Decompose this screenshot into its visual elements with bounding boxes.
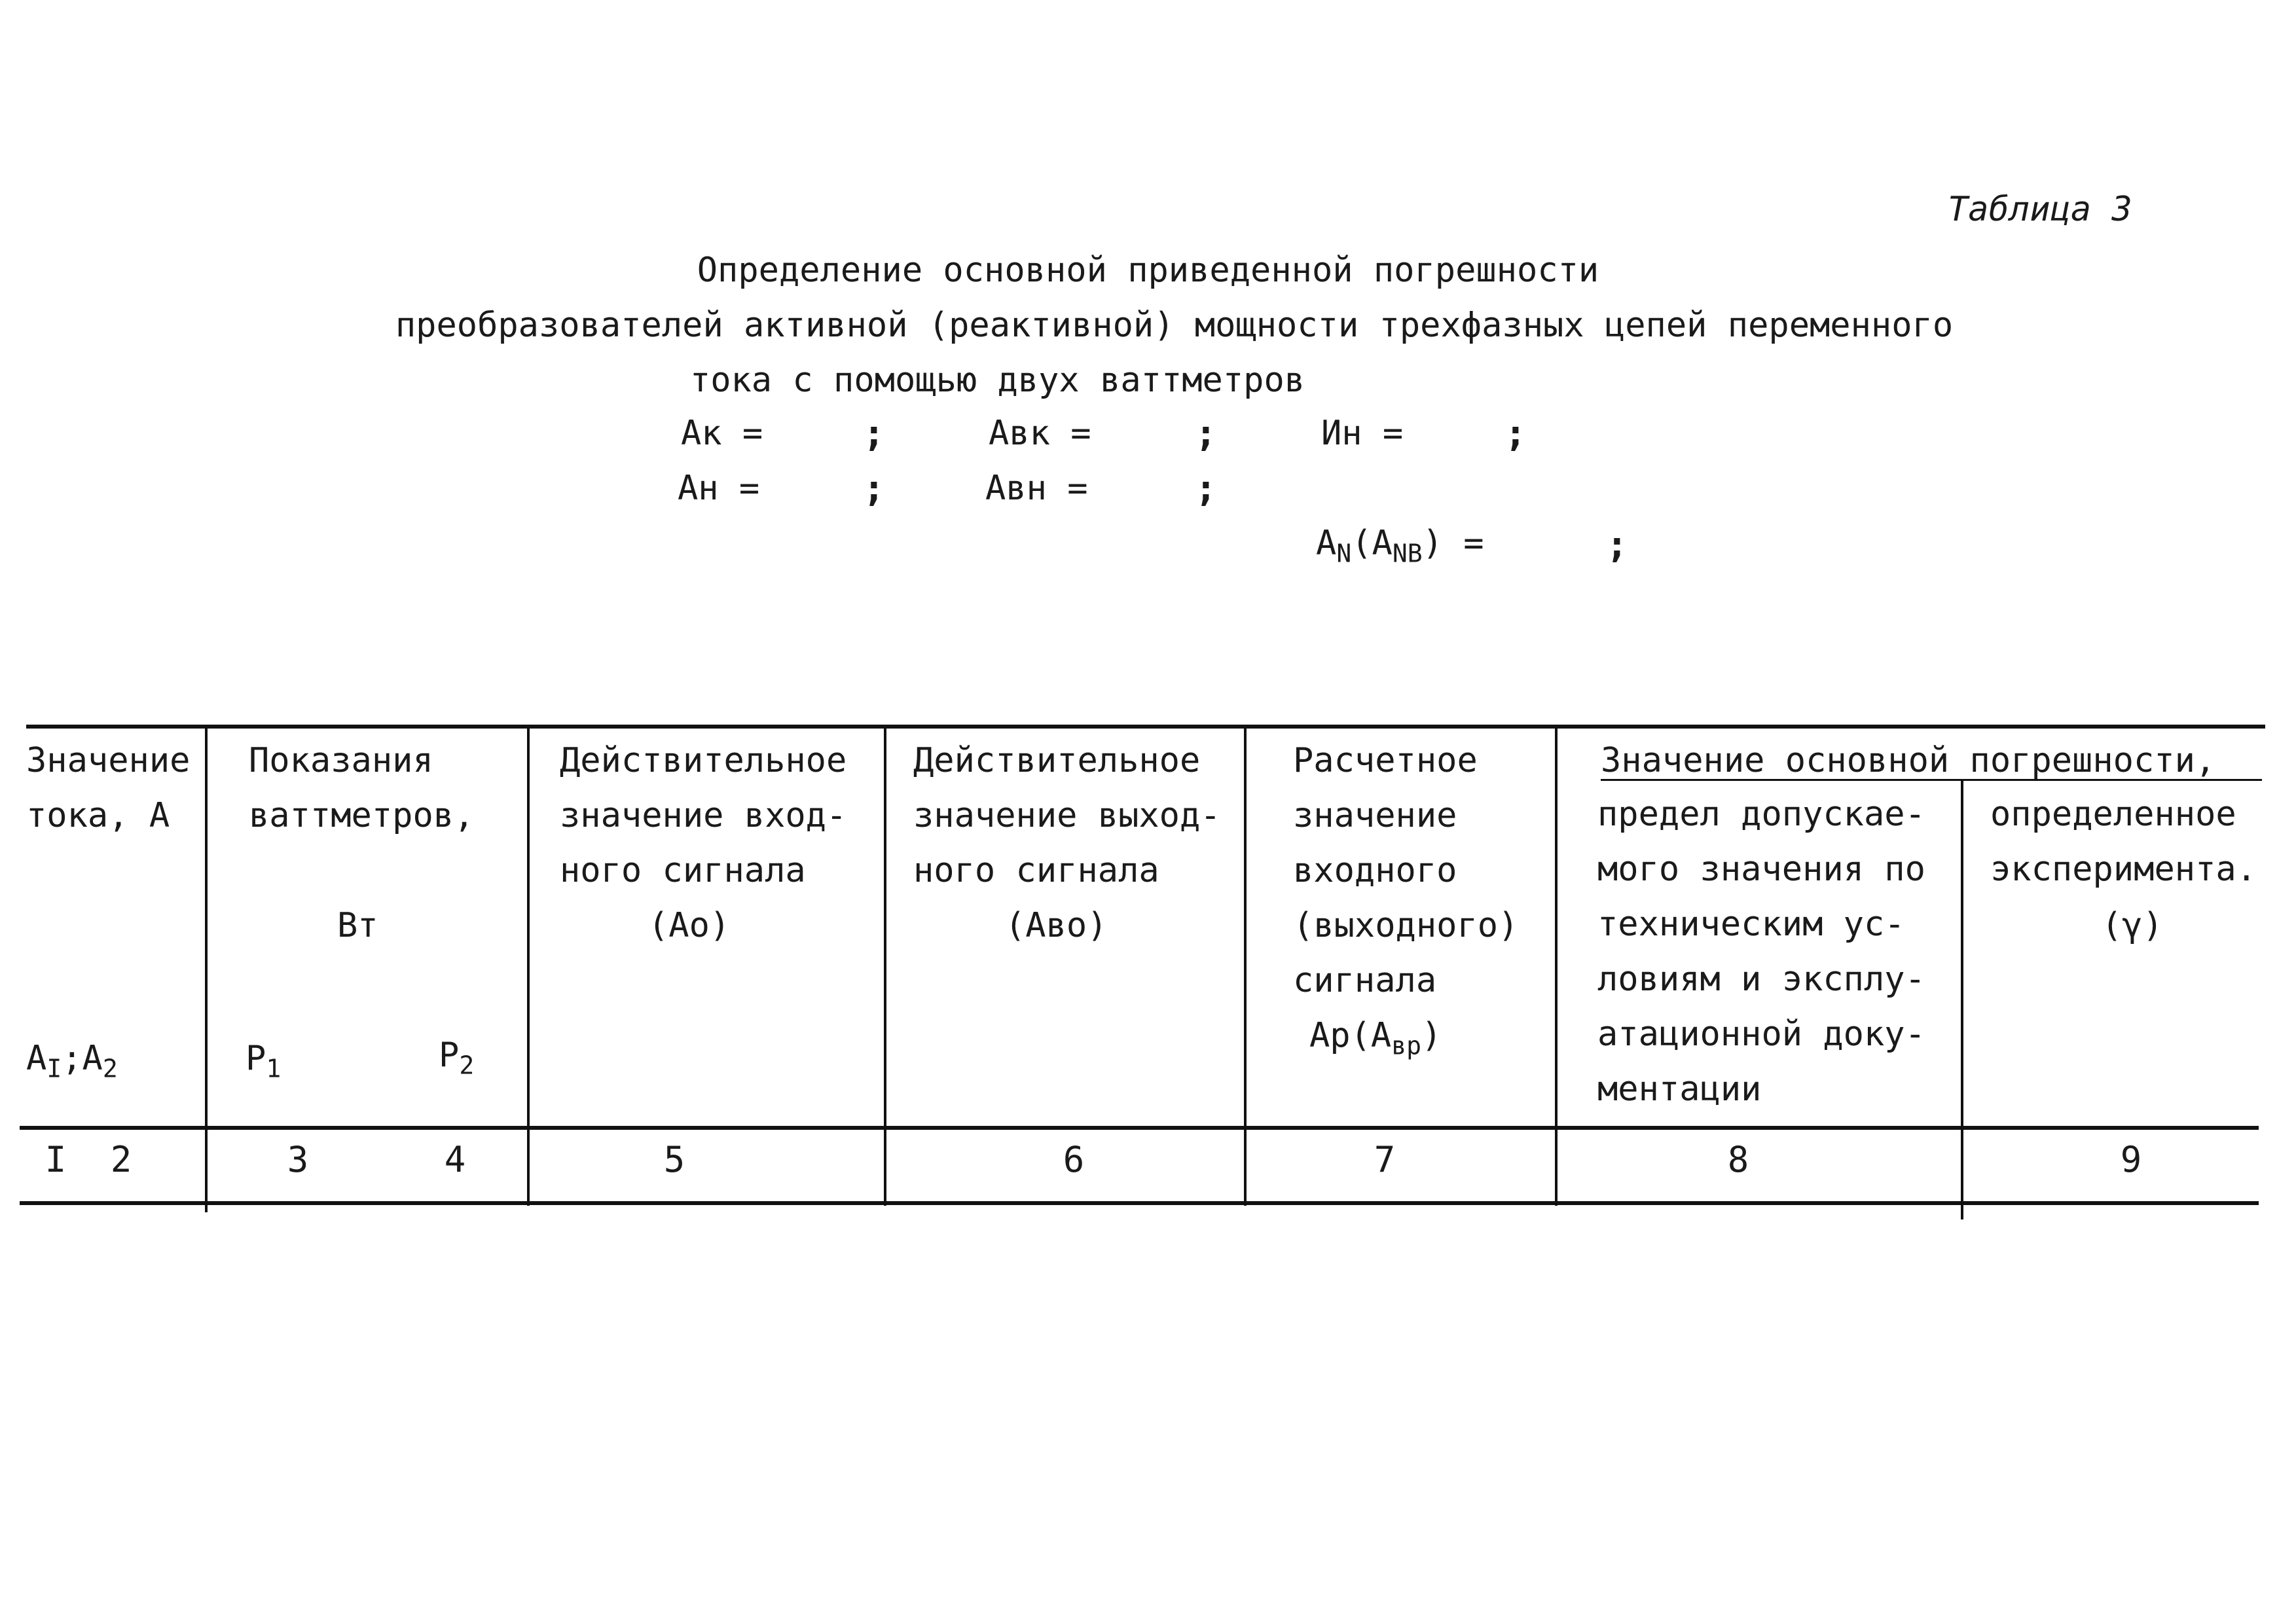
anb-open: (А [1351,524,1393,563]
header-line: (выходного) [1293,906,1519,945]
semicolon: ; [1504,412,1527,455]
param-avk: Авк = [989,414,1091,453]
header-line: предел допускае- [1597,795,1925,834]
an-sub: N [1336,539,1352,568]
column-number: I [45,1139,67,1180]
col-divider-1 [205,725,208,1212]
col-divider-3 [884,725,886,1206]
param-ak: Ак = [681,414,763,453]
header-col-2 [249,733,474,843]
header-col-3-symbol: (Ао) [648,906,731,945]
header-line: атационной доку- [1597,1015,1925,1054]
header-col-5 [1293,733,1518,1008]
header-line: тока, А [26,796,170,835]
header-line: ного сигнала [560,851,806,890]
column-number: 6 [1063,1139,1085,1180]
header-line: значение [1293,796,1457,835]
header-line: значение вход- [560,796,847,835]
anb-sub: NВ [1392,539,1423,568]
header-bottom-rule [20,1126,2259,1130]
header-col-6 [1597,787,1925,1117]
semicolon: ; [1195,467,1217,510]
col-divider-6 [1961,781,1963,1219]
header-line: ловиям и эксплу- [1597,960,1925,999]
column-number: 8 [1727,1139,1749,1180]
header-col-7 [1990,787,2257,897]
semicolon: ; [863,412,885,455]
header-col-2-p2: $Р_2$ [439,1036,475,1080]
header-col-2-p1: $Р_1$ [246,1039,282,1083]
anb-close: ) = [1422,524,1484,563]
header-line: Расчетное [1293,741,1478,780]
param-an-anb [1316,524,1484,568]
header-line: входного [1293,851,1457,890]
title-line-3: тока с помощью двух ваттметров [689,361,1305,400]
header-line: техническим ус- [1597,905,1905,944]
header-col-1-symbols: $А_I;А_2$ [26,1039,118,1083]
title-line-2: преобразователей активной (реактивной) мощности трехфазных цепей переменного [395,306,1954,345]
column-number: 3 [287,1139,309,1180]
header-line: ваттметров, [249,796,475,835]
column-number: 2 [110,1139,132,1180]
header-col-5-symbol: $Ар(А_{вр})$ [1309,1016,1442,1060]
header-line: эксперимента. [1990,850,2257,889]
param-un: Ин = [1321,414,1404,453]
header-line: ментации [1597,1070,1762,1109]
header-col-4 [913,733,1221,898]
table-bottom-rule [20,1201,2259,1205]
header-col-4-symbol: (Аво) [1005,906,1108,945]
semicolon: ; [863,467,885,510]
header-col-3 [560,733,847,898]
semicolon: ; [1195,412,1217,455]
header-line: значение выход- [913,796,1221,835]
table-caption: Таблица 3 [1948,190,2132,229]
header-group: Значение основной погрешности, [1601,741,2216,780]
header-col-7-symbol: (γ) [2102,906,2163,945]
column-number: 7 [1374,1139,1396,1180]
param-an: Ан = [678,469,760,508]
column-number: 9 [2120,1139,2142,1180]
col-divider-5 [1555,725,1558,1206]
param-avn: Авн = [985,469,1088,508]
header-line: Действительное [913,741,1201,780]
header-col-2-unit: Вт [337,906,378,945]
header-col-1 [26,733,190,843]
an-main: А [1316,524,1337,563]
header-line: Действительное [560,741,847,780]
table-top-rule [26,725,2265,729]
header-line: сигнала [1293,961,1437,1000]
col-divider-2 [527,725,530,1206]
header-line: ного сигнала [913,851,1159,890]
header-line: Показания [249,741,433,780]
col-divider-4 [1244,725,1247,1206]
header-line: определенное [1990,795,2236,834]
column-number: 5 [663,1139,685,1180]
column-number: 4 [444,1139,466,1180]
title-line-1: Определение основной приведенной погрешности [697,251,1599,290]
header-line: Значение [26,741,191,780]
semicolon: ; [1606,524,1628,566]
header-line: мого значения по [1597,850,1925,889]
